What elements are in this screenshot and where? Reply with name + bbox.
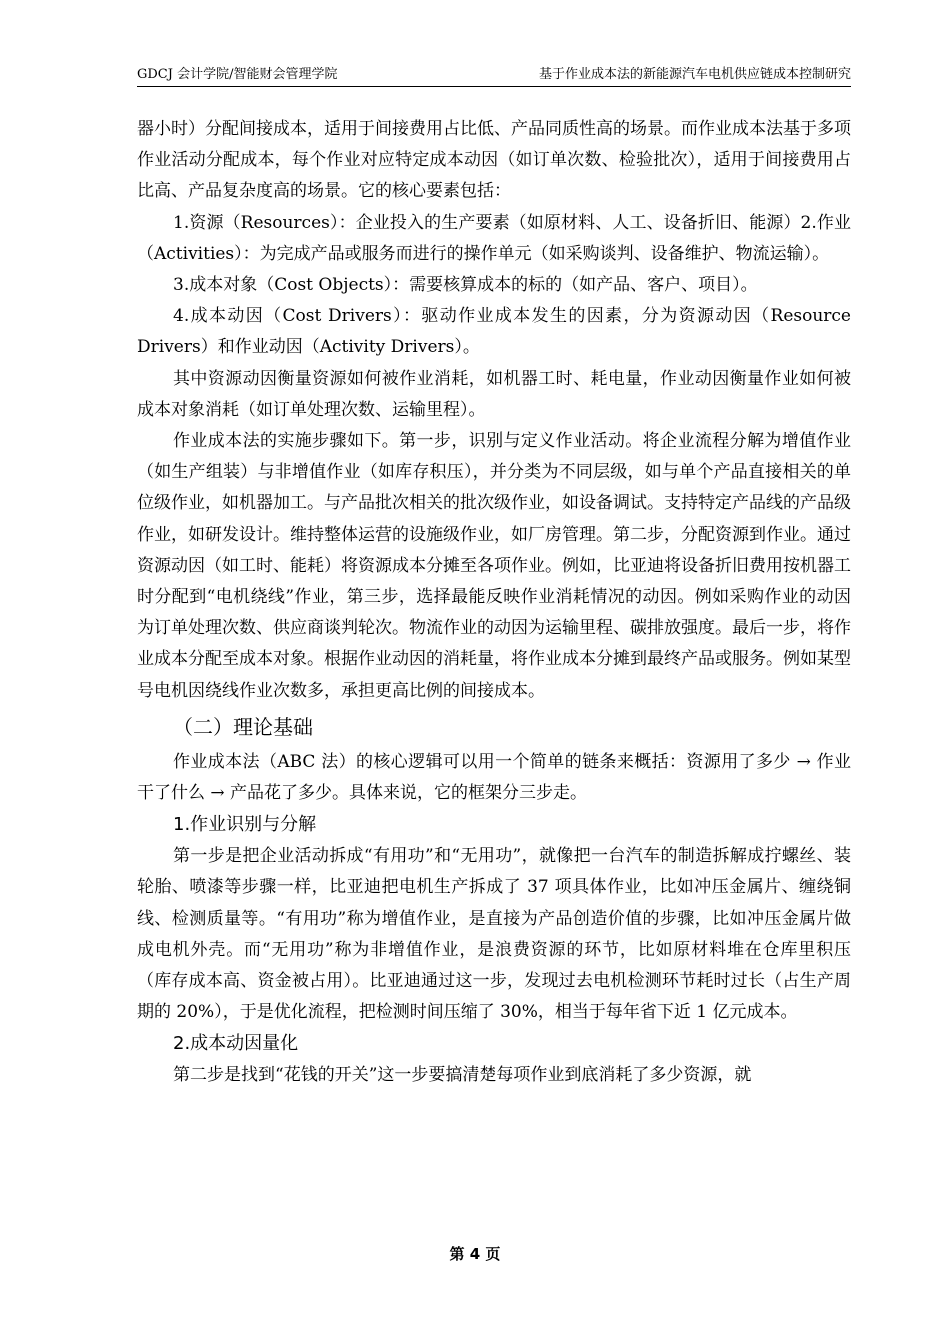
paragraph-activity-identification: 第一步是把企业活动拆成“有用功”和“无用功”，就像把一台汽车的制造拆解成拧螺丝、装轮胎、喷漆等步骤一样，比亚迪把电机生产拆成了 37 项具体作业，比如冲压金属片、缠绕铜线、检测质量等。“有用功”称为增值作业，是直接为产品创造价值的步骤，比如冲压金属片做成电机外壳。而“无用功”称为非增值作业，是浪费资源的环节，比如原材料堆在仓库里积压（库存成本高、资金被占用）。比亚迪通过这一步，发现过去电机检测环节耗时过长（占生产周期的 20%），于是优化流程，把检测时间压缩了 30%，相当于每年省下近 1 亿元成本。 bbox=[137, 846, 851, 1023]
page-number: 第 4 页 bbox=[449, 1245, 501, 1263]
subheading-cost-driver-quantification: 2.成本动因量化 bbox=[173, 1033, 299, 1055]
paragraph-implementation-steps: 作业成本法的实施步骤如下。第一步，识别与定义作业活动。将企业流程分解为增值作业（如生产组装）与非增值作业（如库存积压），并分类为不同层级，如与单个产品直接相关的单位级作业，如机器加工。与产品批次相关的批次级作业，如设备调试。支持特定产品线的产品级作业，如研发设计。维持整体运营的设施级作业，如厂房管理。第二步，分配资源到作业。通过资源动因（如工时、能耗）将资源成本分摊至各项作业。例如，比亚迪将设备折旧费用按机器工时分配到“电机绕线”作业，第三步，选择最能反映作业消耗情况的动因。例如采购作业的动因为订单处理次数、供应商谈判轮次。物流作业的动因为运输里程、碳排放强度。最后一步，将作业成本分配至成本对象。根据作业动因的消耗量，将作业成本分摊到最终产品或服务。例如某型号电机因绕线作业次数多，承担更高比例的间接成本。 bbox=[137, 431, 851, 701]
section-heading-theory: （二）理论基础 bbox=[173, 714, 313, 739]
subheading-activity-identification: 1.作业识别与分解 bbox=[173, 814, 317, 836]
page-body bbox=[137, 114, 851, 1092]
paragraph-resources-activities: 1.资源（Resources）：企业投入的生产要素（如原材料、人工、设备折旧、能源）2.作业（Activities）：为完成产品或服务而进行的操作单元（如采购谈判、设备维护、物流运输）。 bbox=[137, 212, 851, 264]
paragraph-abc-intro: 器小时）分配间接成本，适用于间接费用占比低、产品同质性高的场景。而作业成本法基于多项作业活动分配成本，每个作业对应特定成本动因（如订单次数、检验批次），适用于间接费用占比高、产品复杂度高的场景。它的核心要素包括： bbox=[137, 119, 851, 202]
paragraph-driver-types: 其中资源动因衡量资源如何被作业消耗，如机器工时、耗电量，作业动因衡量作业如何被成本对象消耗（如订单处理次数、运输里程）。 bbox=[137, 368, 851, 420]
header-institution: GDCJ 会计学院/智能财会管理学院 bbox=[137, 67, 338, 82]
paragraph-cost-objects: 3.成本对象（Cost Objects）：需要核算成本的标的（如产品、客户、项目）。 bbox=[173, 275, 758, 296]
paragraph-cost-driver-quantification: 第二步是找到“花钱的开关”这一步要搞清楚每项作业到底消耗了多少资源，就 bbox=[173, 1065, 752, 1086]
header-thesis-title: 基于作业成本法的新能源汽车电机供应链成本控制研究 bbox=[538, 67, 851, 82]
page-header bbox=[137, 64, 851, 87]
paragraph-cost-drivers: 4.成本动因（Cost Drivers）：驱动作业成本发生的因素，分为资源动因（Resource Drivers）和作业动因（Activity Drivers）。 bbox=[137, 306, 851, 358]
paragraph-abc-logic: 作业成本法（ABC 法）的核心逻辑可以用一个简单的链条来概括：资源用了多少 → 作业干了什么 → 产品花了多少。具体来说，它的框架分三步走。 bbox=[137, 751, 851, 804]
